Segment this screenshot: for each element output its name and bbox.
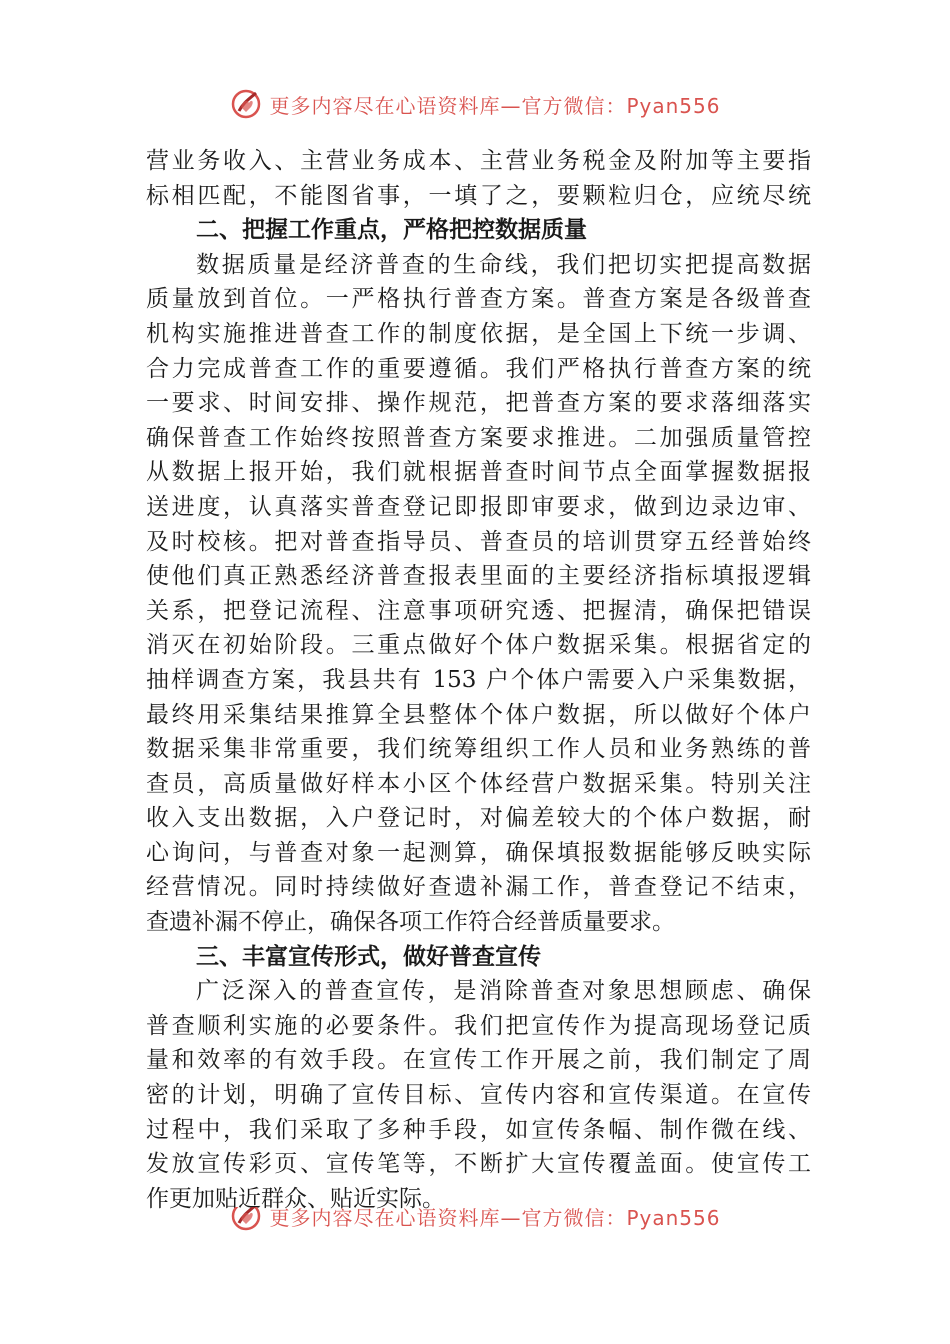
text-line: 从数据上报开始，我们就根据普查时间节点全面掌握数据报 [146, 459, 811, 486]
pen-heart-logo-icon [229, 87, 263, 121]
text-line: 经营情况。同时持续做好查遗补漏工作，普查登记不结束， [146, 874, 811, 901]
text-line: 及时校核。把对普查指导员、普查员的培训贯穿五经普始终 [146, 528, 811, 555]
footer-watermark-banner [0, 1207, 950, 1237]
banner-text-footer: 更多内容尽在心语资料库—官方微信：Pyan556 [269, 1207, 721, 1230]
pen-heart-logo-icon [229, 1207, 263, 1233]
text-line: 使他们真正熟悉经济普查报表里面的主要经济指标填报逻辑 [146, 563, 811, 590]
section-heading: 三、丰富宣传形式，做好普查宣传 [196, 943, 541, 970]
text-line: 收入支出数据，入户登记时，对偏差较大的个体户数据，耐 [146, 805, 811, 832]
text-line: 作更加贴近群众、贴近实际。 [146, 1185, 445, 1212]
text-line: 消灭在初始阶段。三重点做好个体户数据采集。根据省定的 [146, 632, 811, 659]
text-line: 关系，把登记流程、注意事项研究透、把握清，确保把错误 [146, 597, 811, 624]
text-line: 确保普查工作始终按照普查方案要求推进。二加强质量管控 [146, 424, 811, 451]
text-line: 普查顺利实施的必要条件。我们把宣传作为提高现场登记质 [146, 1012, 811, 1039]
text-line: 广泛深入的普查宣传，是消除普查对象思想顾虑、确保 [196, 978, 811, 1005]
text-line: 数据采集非常重要，我们统筹组织工作人员和业务熟练的普 [146, 736, 811, 763]
text-line: 机构实施推进普查工作的制度依据，是全国上下统一步调、 [146, 320, 811, 347]
text-line: 量和效率的有效手段。在宣传工作开展之前，我们制定了周 [146, 1047, 811, 1074]
text-line: 发放宣传彩页、宣传笔等，不断扩大宣传覆盖面。使宣传工 [146, 1151, 811, 1178]
text-line: 送进度，认真落实普查登记即报即审要求，做到边录边审、 [146, 493, 811, 520]
header-watermark-banner [0, 84, 950, 124]
text-line: 查遗补漏不停止，确保各项工作符合经普质量要求。 [146, 909, 675, 936]
text-line: 抽样调查方案，我县共有 153 户个体户需要入户采集数据， [146, 666, 811, 693]
text-line: 一要求、时间安排、操作规范，把普查方案的要求落细落实 [146, 390, 811, 417]
document-body [146, 144, 811, 1216]
text-line: 营业务收入、主营业务成本、主营业务税金及附加等主要指 [146, 148, 811, 174]
banner-text: 更多内容尽在心语资料库—官方微信：Pyan556 [269, 93, 721, 118]
text-line: 数据质量是经济普查的生命线，我们把切实把提高数据 [196, 251, 811, 278]
text-line: 标相匹配，不能图省事，一填了之，要颗粒归仓，应统尽统 [146, 182, 811, 209]
text-line: 查员，高质量做好样本小区个体经营户数据采集。特别关注 [146, 770, 811, 797]
text-line: 合力完成普查工作的重要遵循。我们严格执行普查方案的统 [146, 355, 811, 382]
text-line: 最终用采集结果推算全县整体个体户数据，所以做好个体户 [146, 701, 811, 728]
section-heading: 二、把握工作重点，严格把控数据质量 [196, 217, 587, 244]
text-line: 心询问，与普查对象一起测算，确保填报数据能够反映实际 [146, 839, 811, 866]
text-line: 质量放到首位。一严格执行普查方案。普查方案是各级普查 [146, 286, 811, 313]
text-line: 过程中，我们采取了多种手段，如宣传条幅、制作微在线、 [146, 1116, 811, 1143]
text-line: 密的计划，明确了宣传目标、宣传内容和宣传渠道。在宣传 [146, 1082, 811, 1109]
